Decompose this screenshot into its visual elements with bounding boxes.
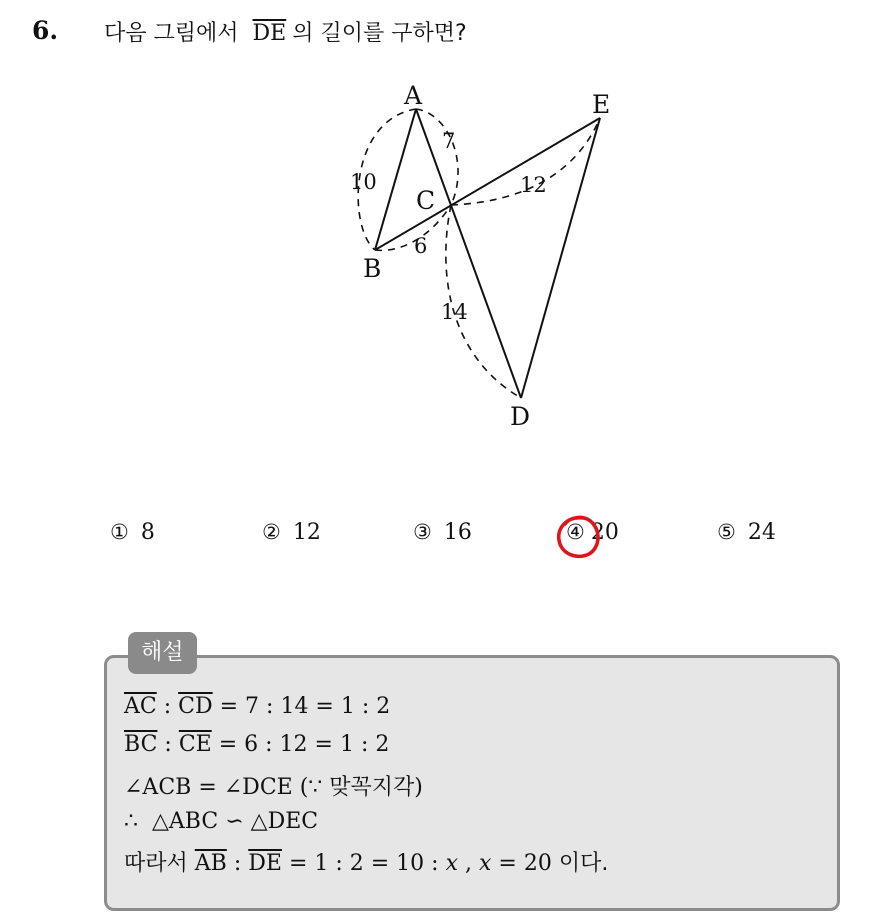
choice-1-value: 8 [140,520,155,545]
segment-ad [416,109,521,398]
sol5-eq: = 1 : 2 = 10 : [288,851,439,876]
label-length-bc: 6 [414,234,428,258]
solution-line-2: $\overline{BC}$ : $\overline{CE} = 6$ : 12 = 1 : 2 [124,732,390,757]
sol1-rest: = 7 : 14 = 1 : 2 [219,694,391,719]
sol1-segment-1: $\overline{AC}$ [124,694,157,719]
sol3-reason: 맞꼭지각 [329,775,415,800]
choice-3[interactable] [413,520,472,545]
label-point-c: C [416,186,436,215]
sol2-rest: = 6 : 12 = 1 : 2 [218,732,390,757]
label-point-b: B [363,254,382,283]
question-segment: $\overline{DE}$ [252,21,287,46]
choice-5[interactable] [717,520,776,545]
sol5-value: = 20 [498,851,552,876]
choice-5-number: ⑤ [717,520,736,544]
sol4-similar: ∽ [225,809,244,834]
sol1-segment-2: $\overline{CD}$ [178,694,213,719]
choice-4-value: 20 [590,520,619,545]
choice-2[interactable] [262,520,321,545]
sol5-segment-1: $\overline{AB}$ [194,851,227,876]
label-length-cd: 14 [441,300,468,324]
sol4-triangle-2: △DEC [250,809,319,834]
sol3-close: ) [414,775,423,800]
sol4-therefore: ∴ [124,809,138,834]
sol5-x-1: x [445,851,458,876]
question-number: 6. [32,16,59,45]
choice-2-number: ② [262,520,281,544]
solution-line-3 [124,770,423,801]
solution-tag: 해설 [128,632,197,674]
sol4-triangle-1: △ABC [152,809,219,834]
label-length-ac: 7 [442,129,456,153]
choice-3-number: ③ [413,520,432,544]
choice-2-value: 12 [292,520,321,545]
sol5-lead: 따라서 [124,851,188,876]
similar-triangles-figure [330,78,630,438]
answer-circle-mark [553,510,607,564]
solution-line-5: 따라서 $\overline{AB}$ : $\overline{DE} = 1$ : 2 = 10 : x , x = 20 이다. [124,851,609,876]
label-point-d: D [510,402,531,431]
sol5-end: 이다. [558,851,609,876]
segment-be [375,118,600,250]
sol2-segment-2: $\overline{CE}$ [178,732,212,757]
choice-4-number: ④ [566,520,585,544]
choice-3-value: 16 [443,520,472,545]
sol5-segment-2: $\overline{DE}$ [248,851,282,876]
sol5-x-2: x [479,851,492,876]
sol3-lhs: ∠ACB = ∠DCE (∵ [124,775,323,800]
question-text-after: 의 길이를 구하면? [292,21,467,46]
label-point-e: E [592,90,611,119]
segment-ed [521,118,600,398]
choice-1-number: ① [110,520,129,544]
sol2-segment-1: $\overline{BC}$ [124,732,158,757]
solution-line-4 [124,809,318,834]
sol5-comma: , [465,851,472,876]
label-length-ce: 12 [520,173,547,197]
solution-line-1: $\overline{AC}$ : $\overline{CD} = 7$ : 14 = 1 : 2 [124,694,391,719]
label-point-a: A [404,81,423,110]
question-text [104,16,467,47]
label-length-ab: 10 [350,170,377,194]
question-text-before: 다음 그림에서 [104,21,239,46]
choice-1[interactable] [110,520,155,545]
choice-5-value: 24 [747,520,776,545]
